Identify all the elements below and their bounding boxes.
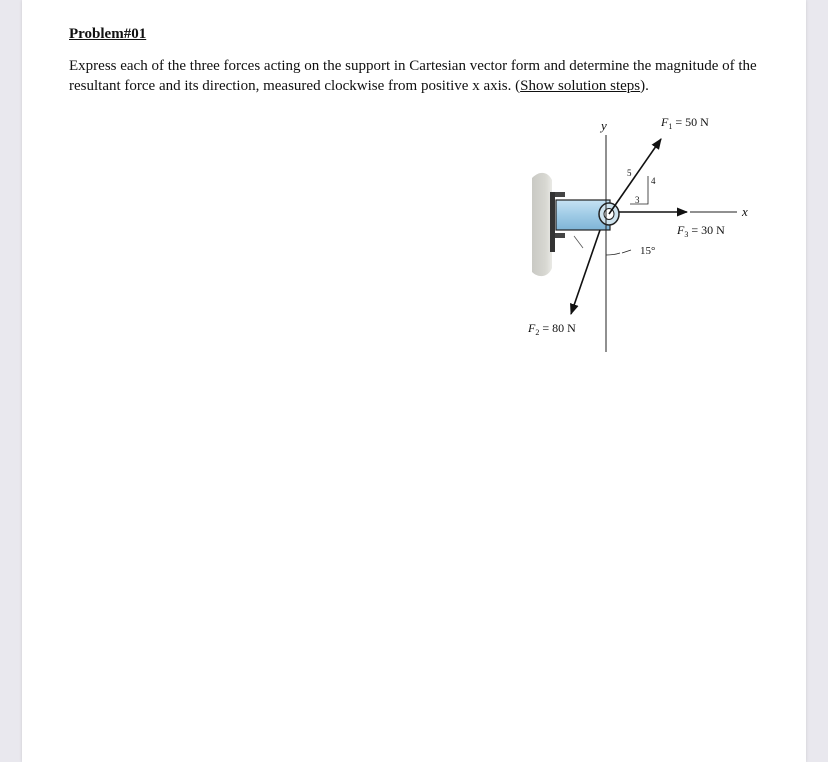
f2-value: = 80 N xyxy=(539,321,576,335)
problem-heading: Problem#01 xyxy=(69,26,147,42)
f1-subscript: 1 xyxy=(668,122,673,131)
slope-run-label: 3 xyxy=(635,195,640,205)
f3-label xyxy=(676,223,725,239)
f3-symbol: F xyxy=(677,223,685,237)
slope-hyp-label: 5 xyxy=(627,168,632,178)
slope-rise-label: 4 xyxy=(651,176,656,186)
bolt-bottom xyxy=(555,233,565,238)
f2-subscript: 2 xyxy=(535,328,540,337)
f1-label xyxy=(660,115,709,131)
angle-arc xyxy=(606,253,620,255)
f2-vector xyxy=(571,230,600,314)
wall-plate xyxy=(550,192,555,252)
f1-value: = 50 N xyxy=(672,115,709,129)
x-axis-label: x xyxy=(742,204,748,219)
f2-label xyxy=(527,321,576,337)
show-solution-link[interactable]: Show solution steps xyxy=(520,78,641,94)
angle-label: 15° xyxy=(640,245,656,257)
problem-body-end: ). xyxy=(640,78,649,94)
f3-value: = 30 N xyxy=(688,223,725,237)
problem-body: Express each of the three forces acting on the support in Cartesian vector form and determine the magnitude of the resultant force and its direction, measured clockwise from positive x axis. ( xyxy=(69,58,757,94)
y-axis-label: y xyxy=(601,118,607,133)
f2-symbol: F xyxy=(528,321,536,335)
wall-support xyxy=(532,173,552,276)
construction-line xyxy=(574,236,583,248)
angle-tick xyxy=(622,250,631,253)
f3-subscript: 3 xyxy=(684,230,689,239)
f1-symbol: F xyxy=(661,115,669,129)
bolt-top xyxy=(555,192,565,197)
